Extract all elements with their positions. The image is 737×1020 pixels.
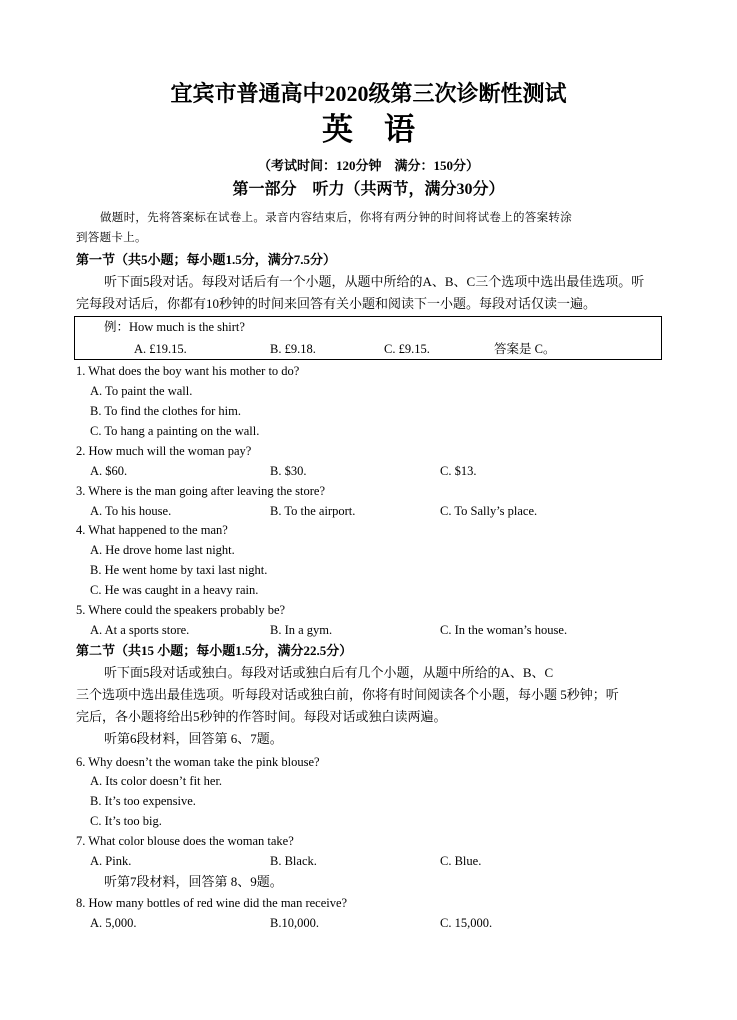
instructions-line1: 做题时，先将答案标在试卷上。录音内容结束后，你将有两分钟的时间将试卷上的答案转涂 (100, 212, 572, 224)
part1-title: 第一部分 听力（共两节，满分30分） (232, 181, 505, 198)
example-option-a: A. £19.15. (134, 342, 187, 356)
question-4: 4. What happened to the man? (76, 523, 228, 537)
q2-option-c: C. $13. (440, 464, 477, 478)
q8-option-b: B.10,000. (270, 916, 319, 930)
q7-option-c: C. Blue. (440, 854, 482, 868)
question-5: 5. Where could the speakers probably be? (76, 603, 286, 617)
material-7-instruction: 听第7段材料，回答第 8、9题。 (104, 874, 283, 889)
q1-option-c: C. To hang a painting on the wall. (90, 424, 260, 438)
exam-title: 宜宾市普通高中2020级第三次诊断性测试 (170, 81, 567, 106)
example-question: 例：How much is the shirt? (104, 320, 245, 334)
example-option-b: B. £9.18. (270, 342, 316, 356)
exam-info: （考试时间：120分钟 满分：150分） (257, 158, 479, 173)
q1-option-b: B. To find the clothes for him. (90, 404, 241, 418)
q2-option-b: B. $30. (270, 464, 307, 478)
question-1: 1. What does the boy want his mother to do? (76, 364, 300, 378)
q5-option-c: C. In the woman’s house. (440, 623, 568, 637)
q7-option-b: B. Black. (270, 854, 317, 868)
example-answer: 答案是 C。 (494, 342, 556, 356)
q3-option-c: C. To Sally’s place. (440, 504, 538, 518)
question-8: 8. How many bottles of red wine did the man receive? (76, 896, 348, 910)
q5-option-a: A. At a sports store. (90, 623, 190, 637)
subject-title: 英 语 (322, 112, 415, 148)
material-6-instruction: 听第6段材料，回答第 6、7题。 (104, 731, 283, 746)
question-7: 7. What color blouse does the woman take? (76, 834, 294, 848)
q2-option-a: A. $60. (90, 464, 128, 478)
q6-option-b: B. It’s too expensive. (90, 794, 196, 808)
q3-option-a: A. To his house. (90, 504, 172, 518)
q5-option-b: B. In a gym. (270, 623, 333, 637)
q8-option-a: A. 5,000. (90, 916, 137, 930)
section1-desc-line2: 完每段对话后，你都有10秒钟的时间来回答有关小题和阅读下一小题。每段对话仅读一遍。 (76, 296, 597, 311)
section1-desc-line1: 听下面5段对话。每段对话后有一个小题，从题中所给的A、B、C三个选项中选出最佳选项。听 (104, 274, 645, 289)
section2-desc-line2: 三个选项中选出最佳选项。听每段对话或独白前，你将有时间阅读各个小题，每小题 5秒钟；听 (76, 687, 619, 702)
section2-heading: 第二节（共15 小题；每小题1.5分，满分22.5分） (76, 643, 353, 658)
section2-desc-line1: 听下面5段对话或独白。每段对话或独白后有几个小题，从题中所给的A、B、C (104, 665, 554, 680)
q3-option-b: B. To the airport. (270, 504, 356, 518)
q7-option-a: A. Pink. (90, 854, 132, 868)
section1-heading: 第一节（共5小题；每小题1.5分，满分7.5分） (76, 252, 337, 267)
q6-option-c: C. It’s too big. (90, 814, 162, 828)
instructions-line2: 到答题卡上。 (76, 232, 147, 244)
q1-option-a: A. To paint the wall. (90, 384, 193, 398)
q8-option-c: C. 15,000. (440, 916, 493, 930)
q4-option-c: C. He was caught in a heavy rain. (90, 583, 259, 597)
q6-option-a: A. Its color doesn’t fit her. (90, 774, 223, 788)
question-2: 2. How much will the woman pay? (76, 444, 252, 458)
question-6: 6. Why doesn’t the woman take the pink blouse? (76, 755, 320, 769)
q4-option-a: A. He drove home last night. (90, 543, 235, 557)
example-option-c: C. £9.15. (384, 342, 430, 356)
question-3: 3. Where is the man going after leaving the store? (76, 484, 325, 498)
q4-option-b: B. He went home by taxi last night. (90, 563, 268, 577)
section2-desc-line3: 完后，各小题将给出5秒钟的作答时间。每段对话或独白读两遍。 (76, 709, 447, 724)
